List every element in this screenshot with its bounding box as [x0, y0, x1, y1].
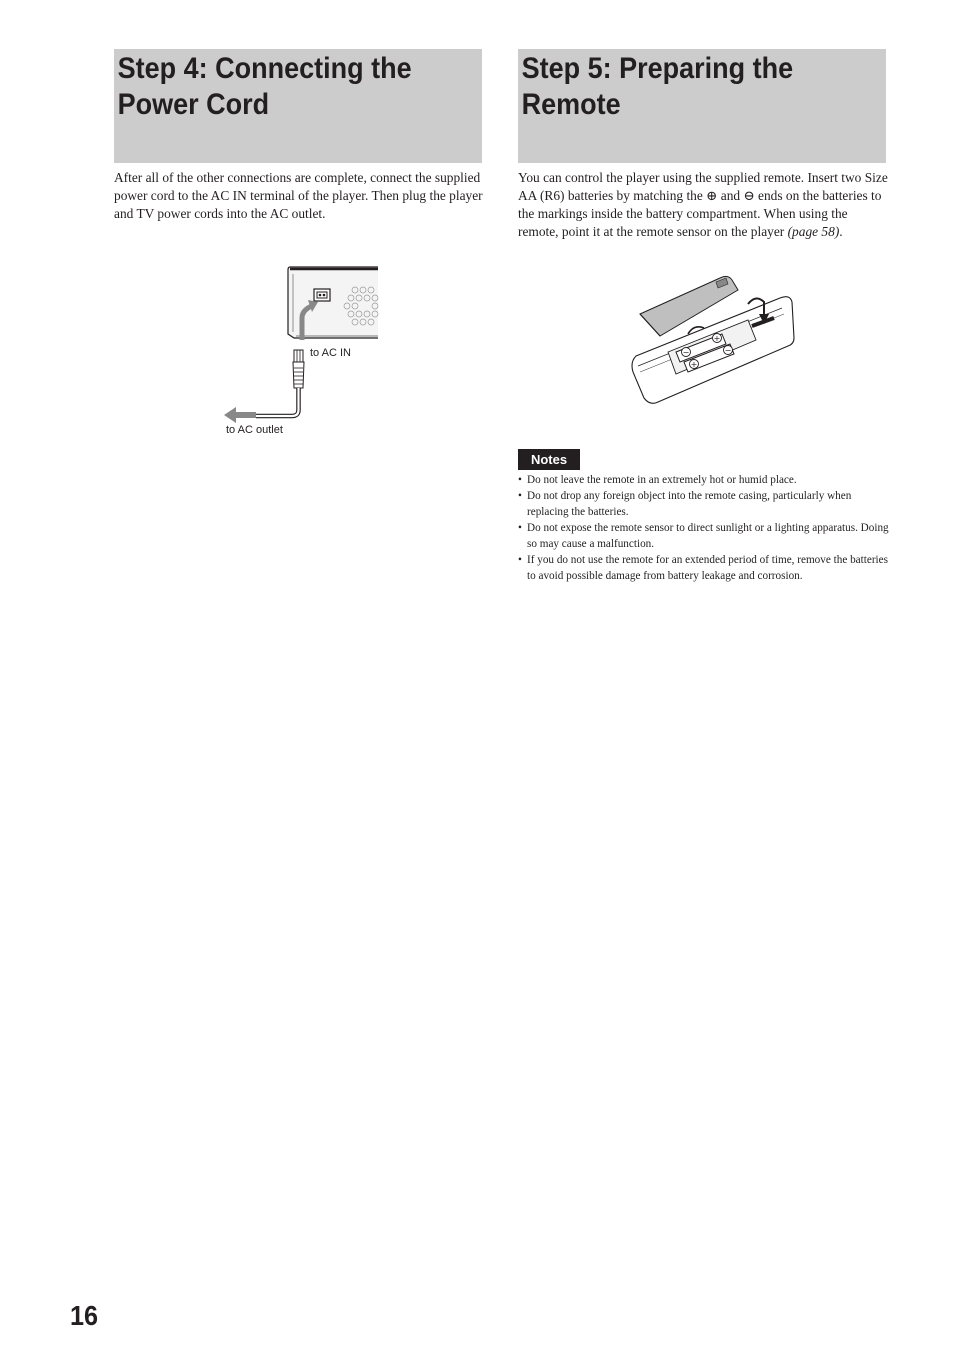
- minus-terminal-symbol: ⊖: [743, 188, 755, 203]
- step5-heading-box: [518, 49, 886, 163]
- svg-text:−: −: [682, 348, 690, 357]
- note-item: • If you do not use the remote for an extended period of time, remove the batteries to avoid possible damage from battery leakage and corrosion.: [518, 552, 890, 584]
- notes-list: [518, 472, 890, 584]
- power-plug-icon: [293, 350, 304, 388]
- ac-in-socket-icon: [314, 289, 330, 301]
- svg-text:+: +: [713, 334, 721, 343]
- step5-title-line1: Step 5: Preparing the: [521, 52, 794, 85]
- svg-text:−: −: [724, 346, 732, 355]
- notes-label: Notes: [518, 449, 580, 470]
- ac-outlet-label: to AC outlet: [226, 424, 283, 436]
- note-item: • Do not expose the remote sensor to direct sunlight or a lighting apparatus. Doing so may cause a malfunction.: [518, 520, 890, 552]
- svg-text:+: +: [690, 360, 698, 369]
- step4-body: After all of the other connections are complete, connect the supplied power cord to the AC IN terminal of the player. Then plug the player and TV power cords into the AC outlet.: [114, 170, 483, 221]
- step5-title-line2: Remote: [521, 88, 621, 121]
- step4-title: [114, 49, 445, 123]
- page-number: 16: [70, 1300, 99, 1331]
- ac-in-label: to AC IN: [310, 347, 351, 359]
- step5-body-end: .: [839, 224, 843, 239]
- note-item: • Do not leave the remote in an extremely hot or humid place.: [518, 472, 890, 488]
- step5-body-and: and: [717, 188, 744, 203]
- power-cord-connection-diagram: [210, 262, 390, 444]
- plus-terminal-symbol: ⊕: [706, 188, 718, 203]
- step5-body-part2: ends on the batteries to the markings inside the battery compartment. When using the remote, point it at the remote sensor on the player: [518, 188, 882, 239]
- remote-battery-diagram: [628, 268, 798, 408]
- outlet-arrow-icon: [224, 407, 256, 423]
- step5-title: [518, 49, 849, 123]
- page-reference: (page 58): [787, 224, 840, 239]
- step5-body-part1: You can control the player using the supplied remote. Insert two Size AA (R6) batteries by matching the: [518, 170, 888, 203]
- step4-heading-box: [114, 49, 482, 163]
- step4-title-line2: Power Cord: [117, 88, 270, 121]
- power-cord-line: [256, 388, 299, 416]
- step4-title-line1: Step 4: Connecting the: [117, 52, 412, 85]
- note-item: • Do not drop any foreign object into the remote casing, particularly when replacing the batteries.: [518, 488, 890, 520]
- step5-body: [518, 169, 888, 241]
